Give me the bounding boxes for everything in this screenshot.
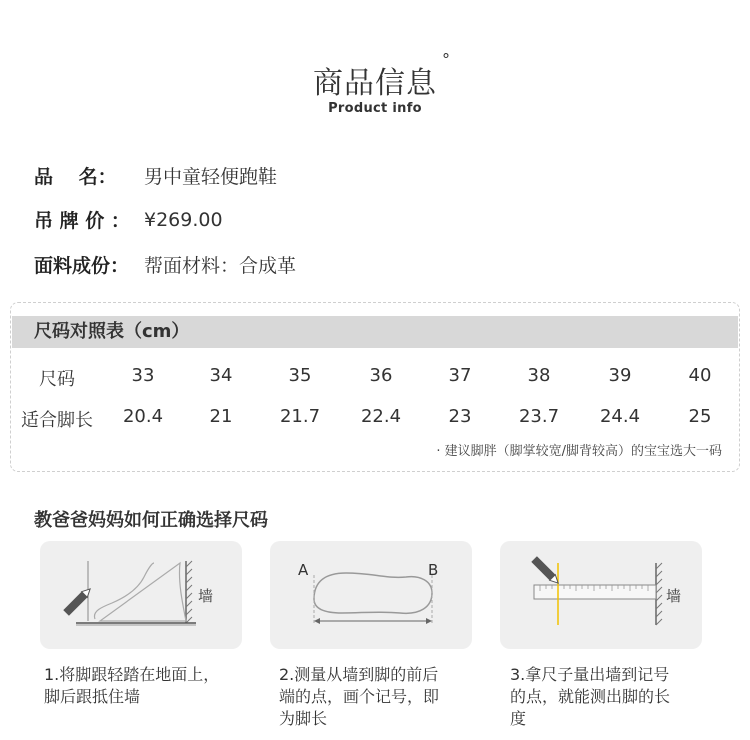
guide-step-2-line-2: 端的点，画个记号，即	[279, 687, 440, 706]
wall-label: 墙	[666, 587, 682, 605]
length-cell: 21.7	[279, 406, 321, 427]
size-chart-note: · 建议脚胖（脚掌较宽/脚背较高）的宝宝选大一码	[436, 444, 722, 459]
product-name-row	[34, 162, 277, 189]
length-cell: 22.4	[360, 406, 402, 427]
size-cell: 36	[369, 365, 393, 386]
guide-step-2-line-1: 2.测量从墙到脚的前后	[279, 665, 439, 684]
product-name-label: 品 名：	[34, 166, 117, 188]
product-material-value: 帮面材料：合成革	[144, 255, 297, 277]
foot-length-row	[12, 406, 738, 436]
size-chart-title: 尺码对照表（cm）	[12, 316, 738, 348]
product-name-value: 男中童轻便跑鞋	[144, 166, 278, 188]
length-cell: 20.4	[122, 406, 164, 427]
point-b-label: B	[428, 561, 439, 579]
foot-length-label: 适合脚长	[21, 410, 93, 431]
guide-card-1	[40, 541, 242, 649]
product-price-label: 吊 牌 价 ：	[34, 210, 130, 232]
guide-card-3	[500, 541, 702, 649]
length-cell: 25	[688, 406, 712, 427]
wall-label: 墙	[198, 587, 214, 605]
product-price-value: ¥269.00	[144, 208, 223, 231]
length-cell: 21	[209, 406, 233, 427]
size-cell: 39	[608, 365, 632, 386]
size-cell: 35	[288, 365, 312, 386]
length-cell: 24.4	[599, 406, 641, 427]
size-cell: 34	[209, 365, 233, 386]
guide-step-2	[279, 664, 489, 730]
page-header	[0, 50, 750, 102]
product-price-row	[34, 206, 223, 233]
guide-step-2-line-3: 为脚长	[279, 709, 328, 728]
size-cell: 37	[448, 365, 472, 386]
size-cell: 40	[688, 365, 712, 386]
guide-card-2	[270, 541, 472, 649]
page-title-text: 商品信息	[313, 66, 437, 101]
length-cell: 23.7	[518, 406, 560, 427]
product-material-row	[34, 251, 296, 278]
guide-step-3-line-3: 度	[510, 709, 527, 728]
guide-step-1	[44, 664, 254, 708]
product-material-label: 面料成份：	[34, 255, 130, 277]
title-mark: °	[442, 50, 451, 69]
length-cell: 23	[448, 406, 472, 427]
page-subtitle: Product info	[328, 101, 422, 116]
size-row-label: 尺码	[39, 369, 75, 390]
size-row	[12, 365, 738, 395]
page-title	[313, 50, 451, 102]
guide-step-3-line-2: 的点，就能测出脚的长	[510, 687, 671, 706]
guide-step-1-line-2: 脚后跟抵住墙	[44, 687, 141, 706]
footprint-illustration	[270, 541, 472, 649]
point-a-label: A	[298, 561, 309, 579]
guide-title: 教爸爸妈妈如何正确选择尺码	[34, 510, 268, 531]
guide-step-3	[510, 664, 720, 730]
guide-step-1-line-1: 1.将脚跟轻踏在地面上，	[44, 665, 220, 684]
size-cell: 38	[527, 365, 551, 386]
size-cell: 33	[131, 365, 155, 386]
guide-step-3-line-1: 3.拿尺子量出墙到记号	[510, 665, 670, 684]
